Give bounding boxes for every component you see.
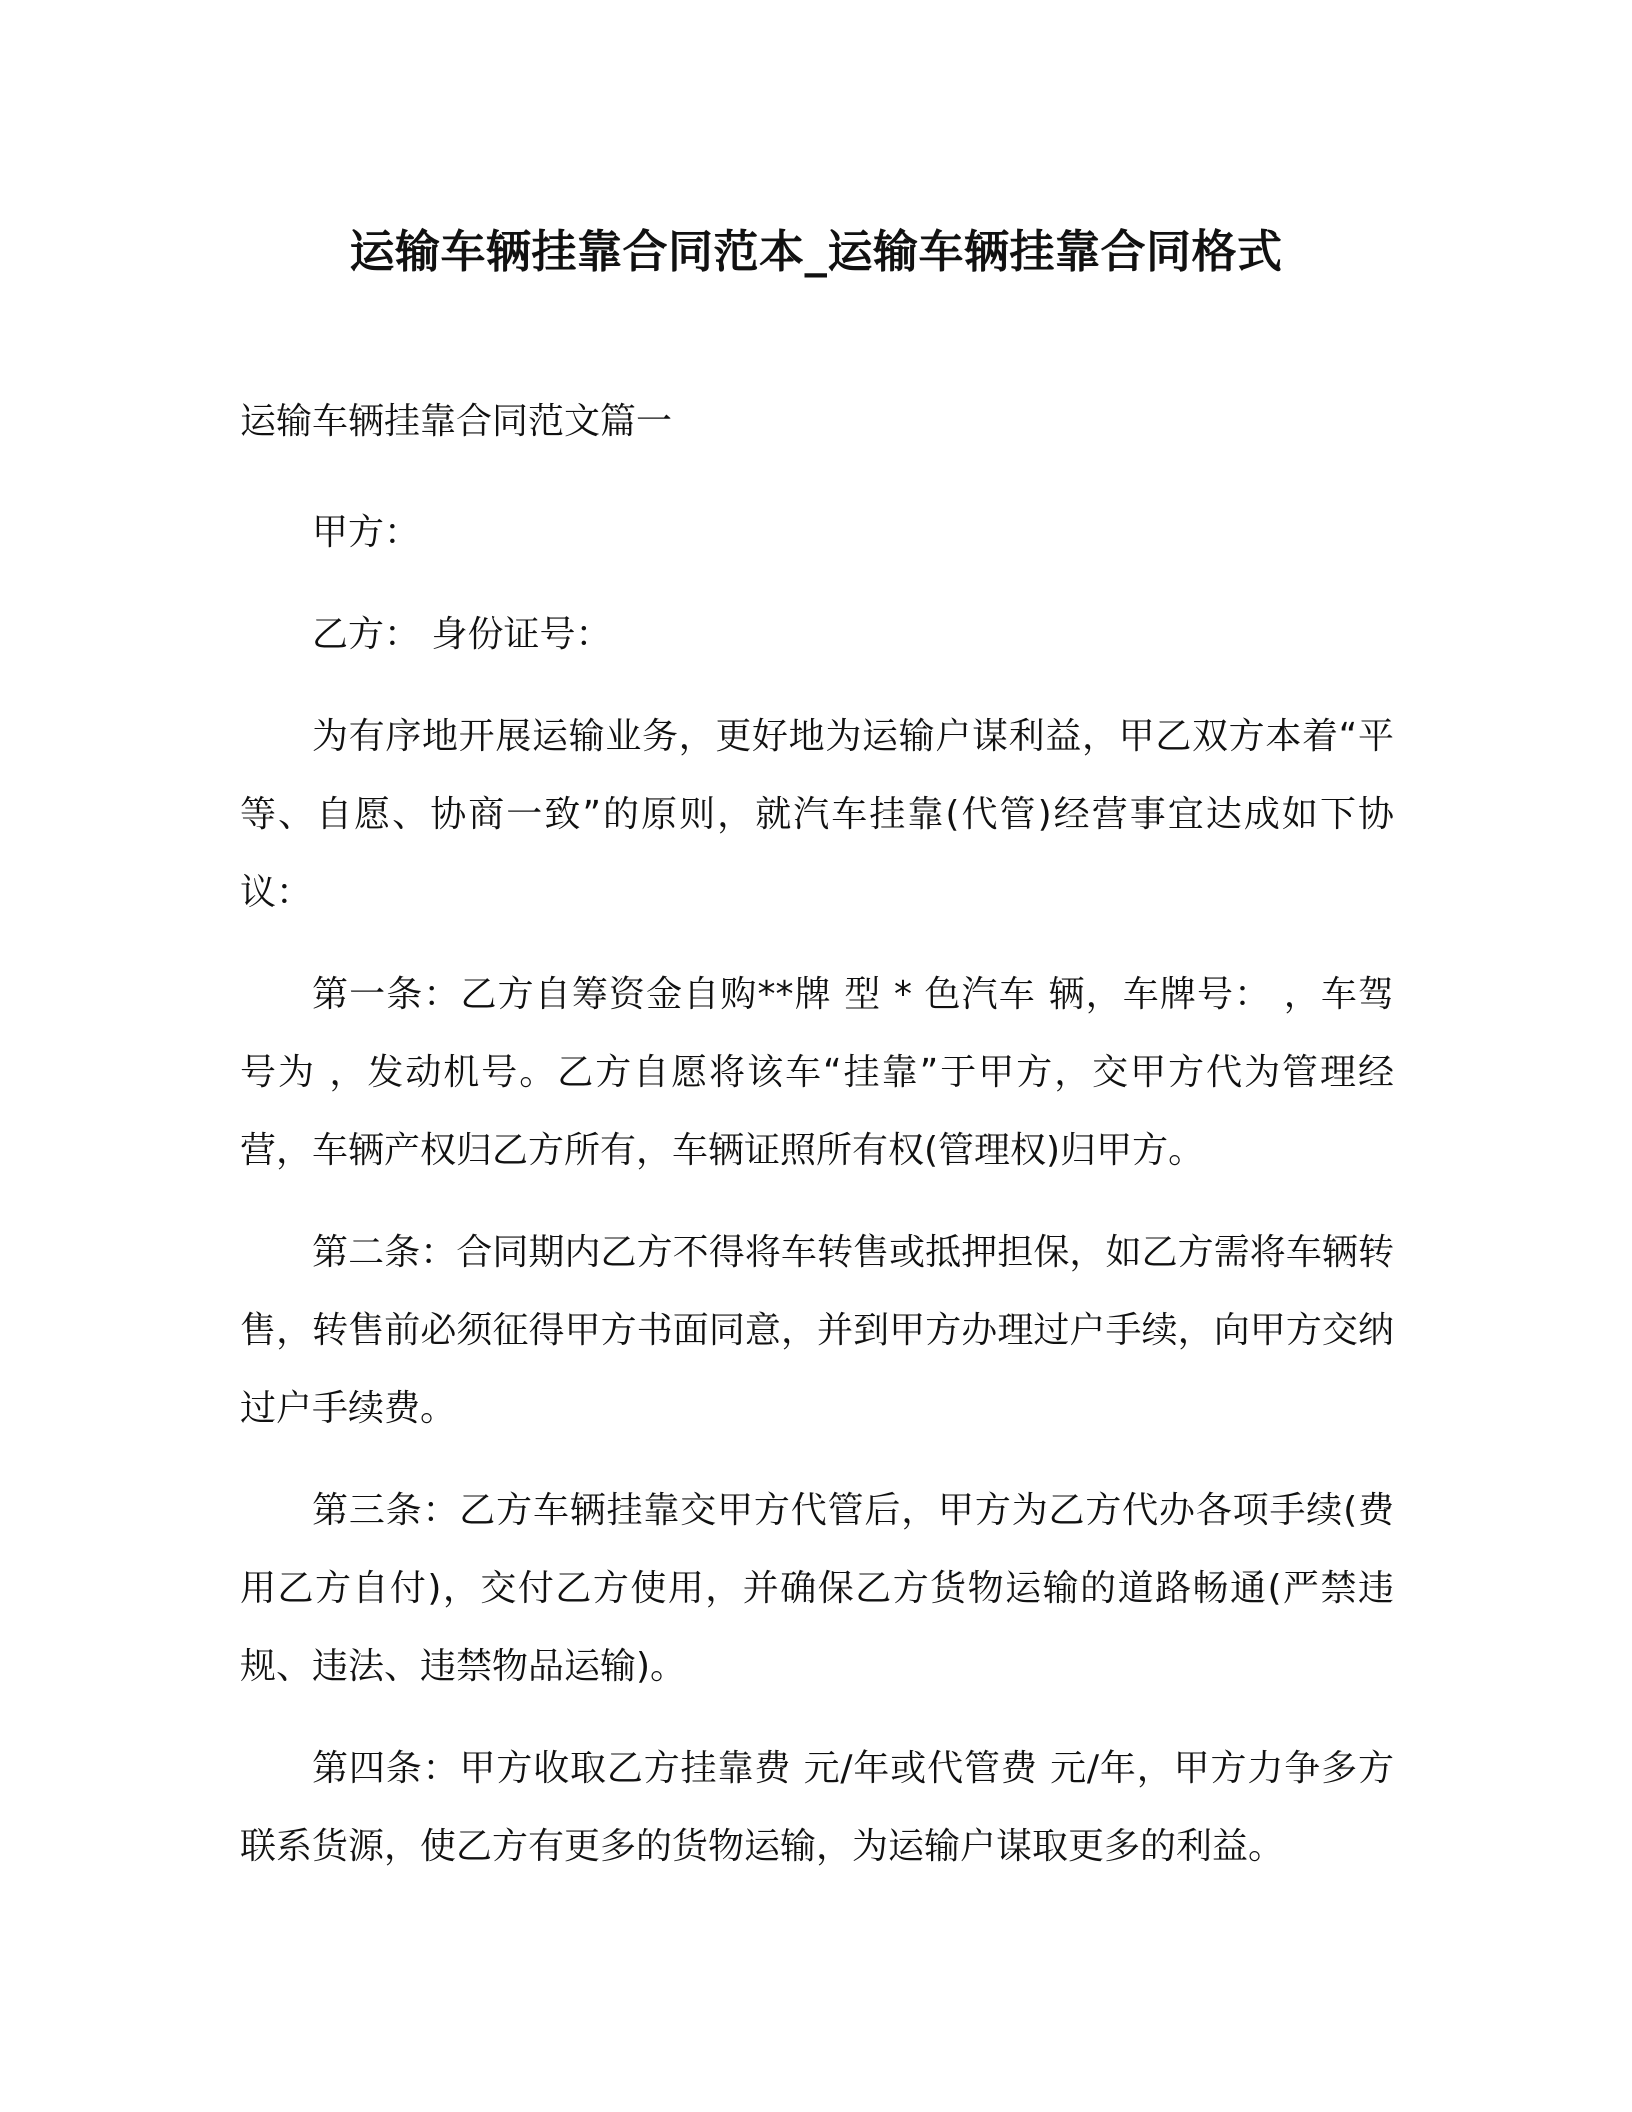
document-title: 运输车辆挂靠合同范本_运输车辆挂靠合同格式 [349, 225, 1283, 278]
article-3-paragraph: 第三条：乙方车辆挂靠交甲方代管后，甲方为乙方代办各项手续(费用乙方自付)，交付乙方使用，并确保乙方货物运输的道路畅通(严禁违规、违法、违禁物品运输)。 [240, 1490, 1394, 1687]
preamble-paragraph: 为有序地开展运输业务，更好地为运输户谋利益，甲乙双方本着“平等、自愿、协商一致”的原则，就汽车挂靠(代管)经营事宜达成如下协议： [240, 716, 1394, 913]
document-body [240, 392, 1394, 1910]
article-2-paragraph: 第二条：合同期内乙方不得将车转售或抵押担保，如乙方需将车辆转售，转售前必须征得甲方书面同意，并到甲方办理过户手续，向甲方交纳过户手续费。 [240, 1232, 1394, 1429]
article-4-paragraph: 第四条：甲方收取乙方挂靠费 元/年或代管费 元/年，甲方力争多方联系货源，使乙方有更多的货物运输，为运输户谋取更多的利益。 [240, 1748, 1394, 1867]
section-heading: 运输车辆挂靠合同范文篇一 [240, 401, 673, 442]
party-b-line: 乙方： 身份证号： [312, 614, 612, 655]
article-1-paragraph: 第一条：乙方自筹资金自购**牌 型 * 色汽车 辆，车牌号： ，车驾号为 ，发动机号。乙方自愿将该车“挂靠”于甲方，交甲方代为管理经营，车辆产权归乙方所有，车辆证照所有权(管理权)归甲方。 [240, 974, 1394, 1171]
party-a-line: 甲方： [312, 512, 421, 553]
